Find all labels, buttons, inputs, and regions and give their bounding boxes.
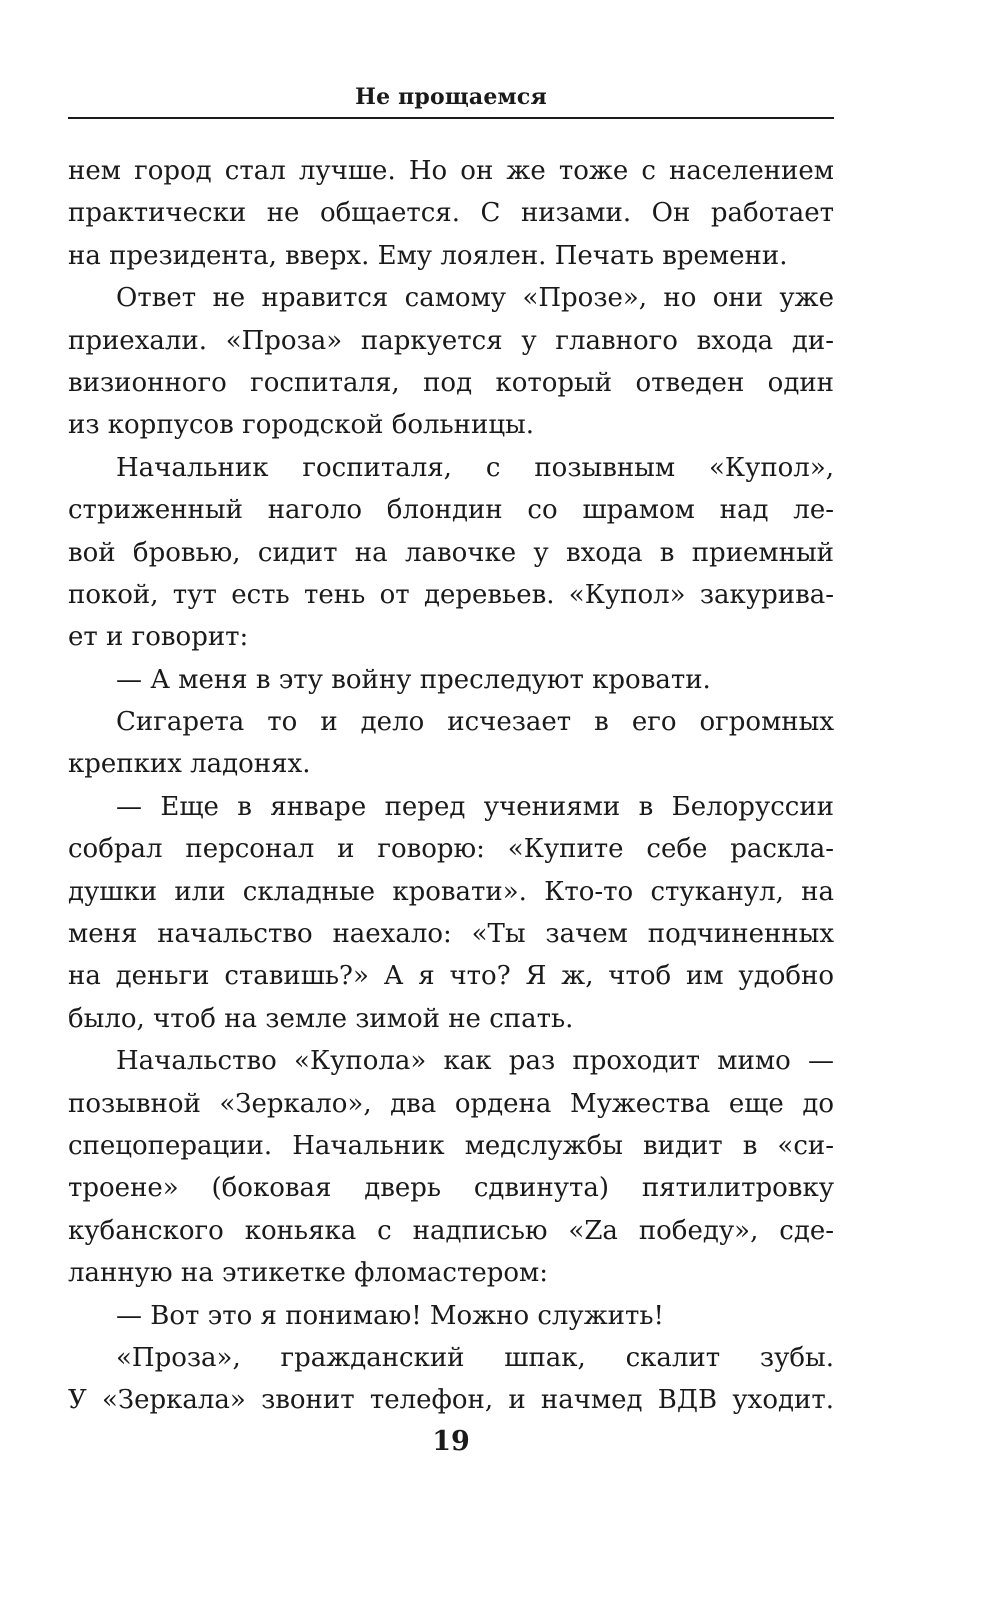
text-line: на президента, вверх. Ему лоялен. Печать времени. — [68, 240, 788, 271]
text-line: приехали. «Проза» паркуется у главного входа ди- — [68, 325, 834, 356]
text-line: было, чтоб на земле зимой не спать. — [68, 1003, 574, 1034]
body-text — [68, 150, 834, 1422]
text-line: Ответ не нравится самому «Прозе», но они уже — [116, 283, 834, 314]
text-line: ет и говорит: — [68, 622, 249, 653]
text-line: из корпусов городской больницы. — [68, 410, 535, 441]
text-line: спецоперации. Начальник медслужбы видит в «си- — [68, 1130, 834, 1161]
text-line: позывной «Зеркало», два ордена Мужества еще до — [68, 1088, 834, 1119]
text-line: У «Зеркала» звонит телефон, и начмед ВДВ уходит. — [68, 1385, 834, 1416]
text-line: — Вот это я понимаю! Можно служить! — [116, 1300, 664, 1331]
text-line: Начальник госпиталя, с позывным «Купол», — [116, 452, 834, 483]
text-line: на деньги ставишь?» А я что? Я ж, чтоб им удобно — [68, 961, 834, 992]
text-line: Начальство «Купола» как раз проходит мимо — — [116, 1046, 834, 1077]
text-line: «Проза», гражданский шпак, скалит зубы. — [116, 1342, 834, 1373]
text-line: — Еще в январе перед учениями в Белоруссии — [116, 791, 834, 822]
text-line: ланную на этикетке фломастером: — [68, 1258, 549, 1289]
text-line: троене» (боковая дверь сдвинута) пятилитровку — [68, 1173, 834, 1204]
text-line: крепких ладонях. — [68, 749, 311, 780]
text-line: визионного госпиталя, под который отведен один — [68, 367, 834, 398]
header-rule — [68, 117, 834, 119]
text-line: покой, тут есть тень от деревьев. «Купол» закурива- — [68, 579, 834, 610]
text-line: меня начальство наехало: «Ты зачем подчиненных — [68, 919, 834, 950]
text-line: кубанского коньяка с надписью «Za победу», сде- — [68, 1215, 834, 1246]
text-line: нем город стал лучше. Но он же тоже с населением — [68, 156, 834, 186]
text-line: вой бровью, сидит на лавочке у входа в приемный — [68, 537, 834, 568]
page-number: 19 — [432, 1426, 470, 1457]
text-line: стриженный наголо блондин со шрамом над ле- — [68, 495, 834, 526]
text-line: практически не общается. С низами. Он работает — [68, 198, 834, 229]
text-line: — А меня в эту войну преследуют кровати. — [116, 664, 711, 695]
text-line: собрал персонал и говорю: «Купите себе раскла- — [68, 834, 834, 865]
text-line: душки или складные кровати». Кто-то стуканул, на — [68, 876, 834, 907]
text-line: Сигарета то и дело исчезает в его огромных — [116, 707, 834, 738]
running-head-title: Не прощаемся — [355, 84, 547, 110]
